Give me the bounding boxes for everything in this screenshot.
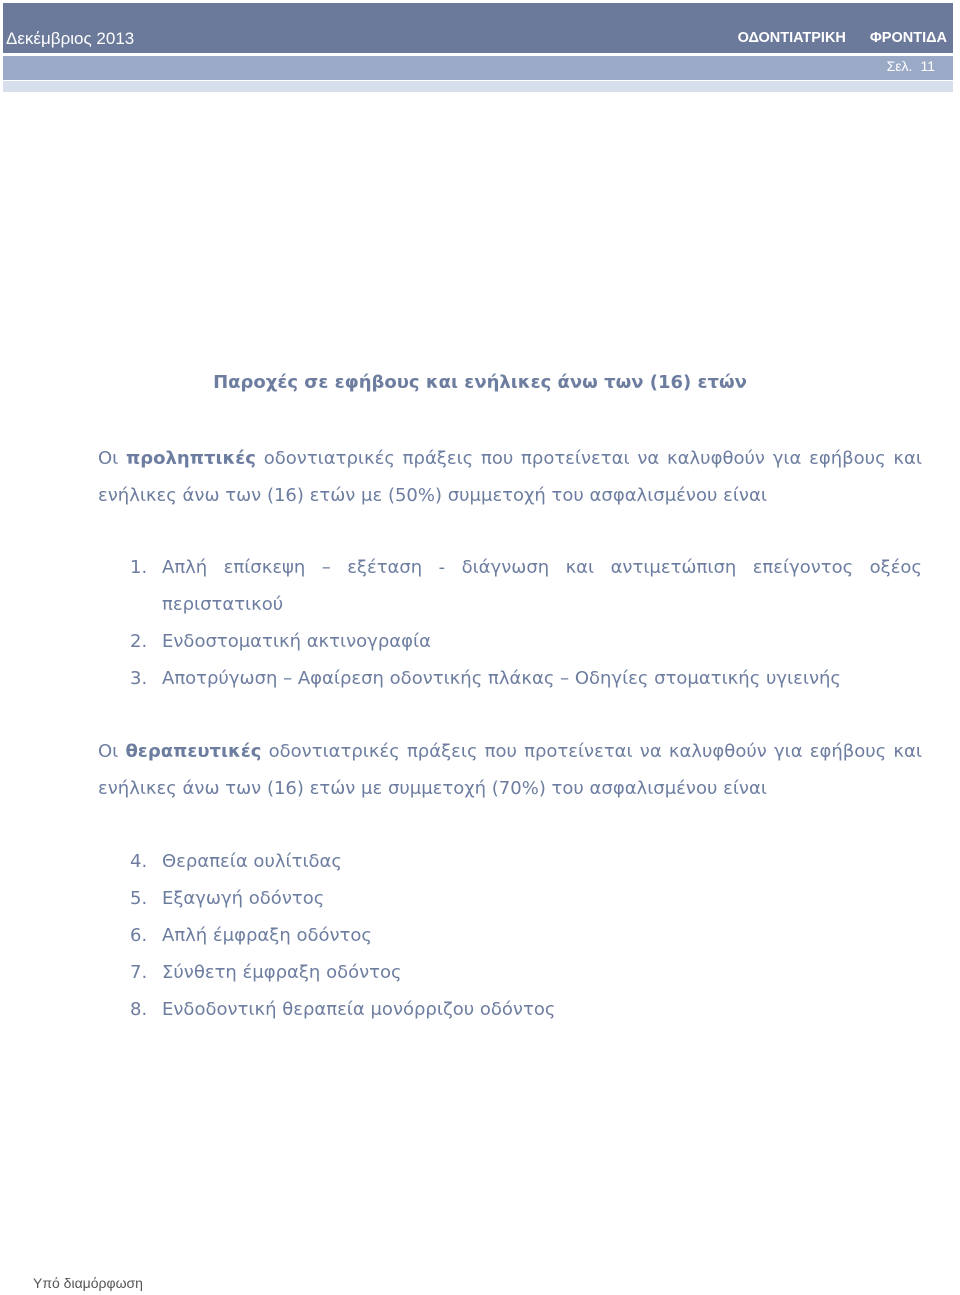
page-number (887, 58, 935, 74)
preventive-keyword: προληπτικές (126, 448, 256, 469)
list-item-text: Σύνθετη έμφραξη οδόντος (162, 962, 402, 983)
header-section-left: ΟΔΟΝΤΙΑΤΡΙΚΗ (737, 30, 846, 46)
list-item-number: 7. (130, 962, 148, 983)
list-item (130, 843, 922, 880)
list-item (130, 623, 922, 660)
list-item-text: Απλή επίσκεψη – εξέταση - διάγνωση και αντιμετώπιση επείγοντος οξέος περιστατικού (162, 557, 922, 615)
therapeutic-intro (98, 733, 922, 807)
footer-note: Υπό διαμόρφωση (33, 1275, 143, 1291)
subheader-bar (3, 56, 953, 80)
header-section (738, 30, 947, 46)
therapeutic-list (130, 843, 922, 1028)
list-item-number: 6. (130, 925, 148, 946)
therapeutic-intro-end: οδοντιατρικές πράξεις που προτείνεται να καλυφθούν για εφήβους και ενήλικες άνω των (16) ετών με συμμετοχή (70%) του ασφαλισμένου είναι (98, 741, 922, 799)
list-item-number: 1. (130, 557, 148, 578)
list-item-text: Απλή έμφραξη οδόντος (162, 925, 372, 946)
list-item (130, 954, 922, 991)
list-item (130, 549, 922, 623)
list-item (130, 660, 922, 697)
list-item (130, 880, 922, 917)
list-item-text: Ενδοστοματική ακτινογραφία (162, 631, 431, 652)
list-item-number: 4. (130, 851, 148, 872)
header-bar (3, 3, 953, 53)
page-number-value: 11 (920, 58, 935, 74)
therapeutic-intro-start: Οι (98, 741, 126, 762)
list-item-text: Θεραπεία ουλίτιδας (162, 851, 342, 872)
header-section-right: ΦΡΟΝΤΙΔΑ (869, 30, 947, 46)
page-label: Σελ. (886, 58, 913, 74)
list-item (130, 917, 922, 954)
page-title: Παροχές σε εφήβους και ενήλικες άνω των (16) ετών (213, 372, 747, 393)
list-item-number: 5. (130, 888, 148, 909)
list-item-text: Αποτρύγωση – Αφαίρεση οδοντικής πλάκας – Οδηγίες στοματικής υγιεινής (162, 668, 841, 689)
preventive-intro (98, 440, 922, 514)
preventive-list (130, 549, 922, 697)
list-item-number: 2. (130, 631, 148, 652)
preventive-intro-end: οδοντιατρικές πράξεις που προτείνεται να καλυφθούν για εφήβους και ενήλικες άνω των (16) ετών με (50%) συμμετοχή του ασφαλισμένου είναι (98, 448, 922, 506)
therapeutic-keyword: θεραπευτικές (125, 741, 262, 762)
header-date: Δεκέμβριος 2013 (6, 29, 135, 48)
list-item-text: Ενδοδοντική θεραπεία μονόρριζου οδόντος (162, 999, 556, 1020)
list-item-number: 3. (130, 668, 148, 689)
list-item (130, 991, 922, 1028)
list-item-number: 8. (130, 999, 148, 1020)
preventive-intro-start: Οι (98, 448, 127, 469)
list-item-text: Εξαγωγή οδόντος (162, 888, 325, 909)
subheader-strip (3, 81, 953, 92)
